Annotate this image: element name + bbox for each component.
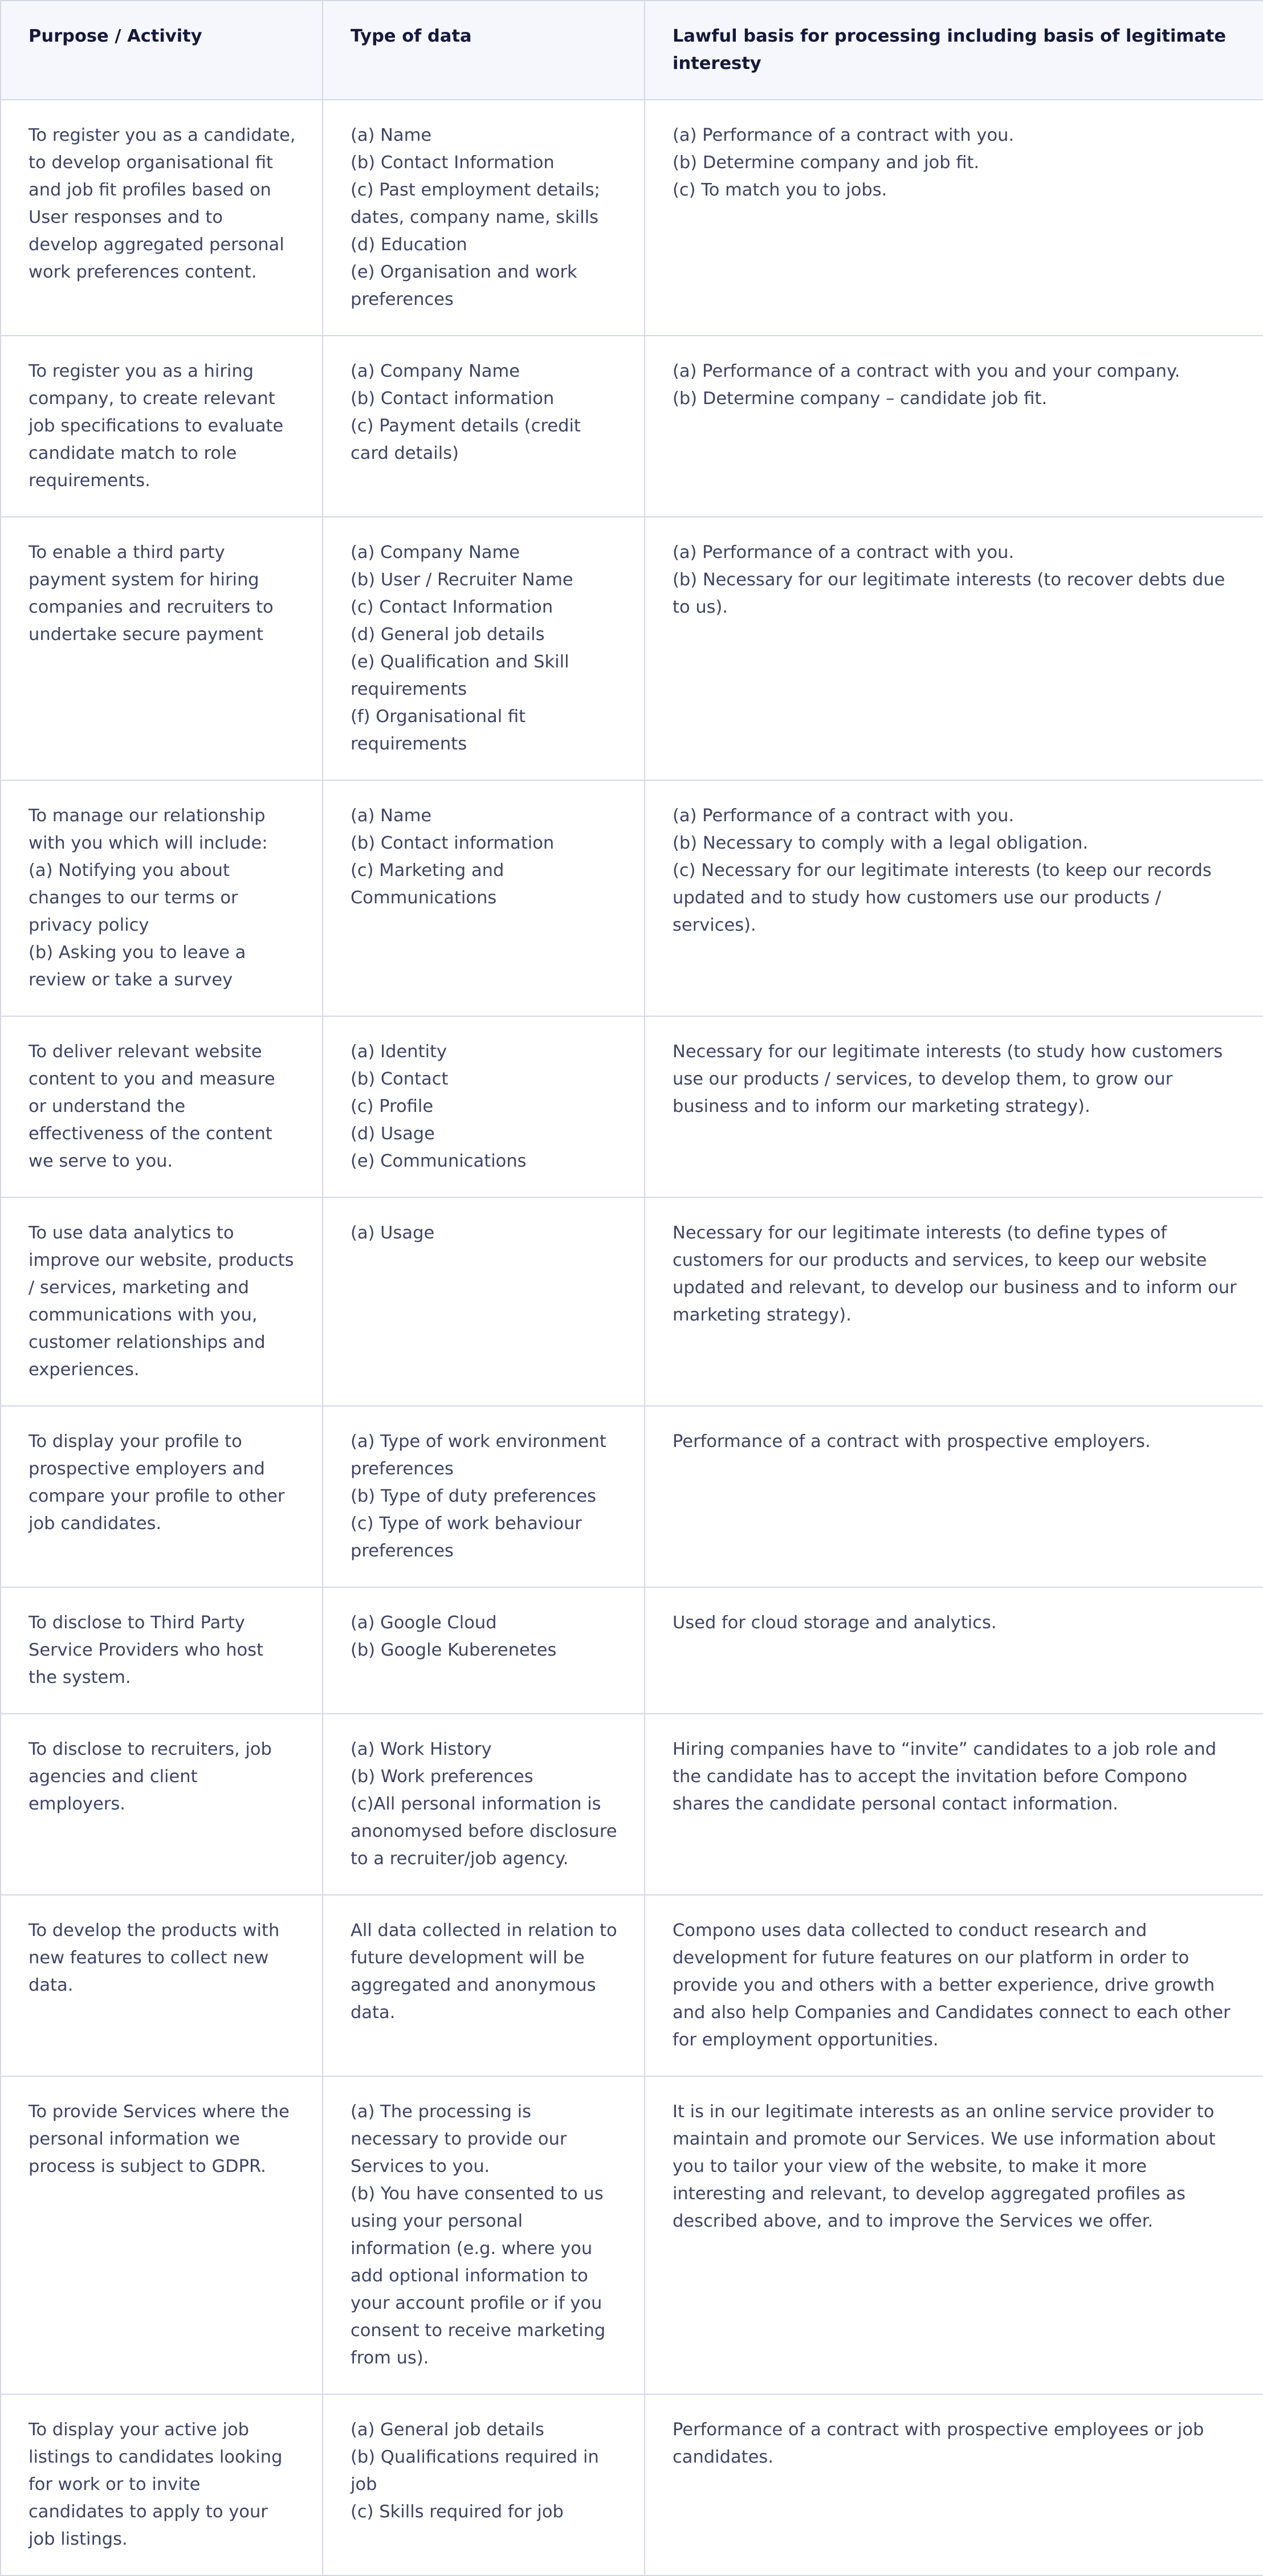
cell-lawful-basis — [645, 1406, 1263, 1587]
cell-purpose — [1, 780, 323, 1016]
cell-line: (c) Past employment details; dates, company name, skills — [351, 180, 600, 227]
cell-line: Necessary for our legitimate interests (to study how customers use our products / services, to develop them, to grow our business and to inform our marketing strategy). — [673, 1042, 1223, 1116]
cell-type-of-data — [323, 2076, 645, 2394]
cell-line: (c) Profile — [351, 1097, 434, 1116]
cell-line: (d) Usage — [351, 1124, 435, 1144]
cell-line: (d) General job details — [351, 625, 545, 645]
header-row — [1, 1, 1263, 100]
table-row — [1, 1197, 1263, 1406]
cell-line: (b) Necessary to comply with a legal obligation. — [673, 833, 1089, 853]
table-row — [1, 336, 1263, 517]
cell-line: (a) Performance of a contract with you and your company. — [673, 361, 1180, 381]
cell-lawful-basis — [645, 2076, 1263, 2394]
cell-line: (b) Necessary for our legitimate interests (to recover debts due to us). — [673, 570, 1225, 617]
cell-line: Necessary for our legitimate interests (to define types of customers for our products and services, to keep our website updated and relevant, to develop our business and to inform our marketing strategy). — [673, 1223, 1237, 1325]
cell-line: (a) Notifying you about changes to our terms or privacy policy — [28, 861, 238, 935]
cell-line: (c) Payment details (credit card details) — [351, 416, 581, 463]
table-row — [1, 1714, 1263, 1895]
cell-line: To disclose to Third Party Service Providers who host the system. — [28, 1613, 264, 1688]
cell-lawful-basis — [645, 1197, 1263, 1406]
cell-line: To deliver relevant website content to you and measure or understand the effectiveness of the content we serve to you. — [28, 1042, 275, 1171]
cell-lawful-basis — [645, 1714, 1263, 1895]
table-row — [1, 1895, 1263, 2076]
cell-purpose — [1, 1895, 323, 2076]
cell-line: (c) Marketing and Communications — [351, 861, 504, 908]
cell-line: To develop the products with new features to collect new data. — [28, 1921, 280, 1995]
cell-lawful-basis — [645, 1895, 1263, 2076]
cell-line: (c) To match you to jobs. — [673, 180, 887, 200]
cell-line: (a) Company Name — [351, 361, 520, 381]
cell-line: (a) Google Cloud — [351, 1613, 497, 1633]
cell-purpose — [1, 2076, 323, 2394]
table-row — [1, 2076, 1263, 2394]
cell-line: (e) Communications — [351, 1151, 527, 1171]
cell-type-of-data — [323, 2394, 645, 2575]
cell-line: (b) Contact Information — [351, 153, 555, 173]
cell-purpose — [1, 100, 323, 336]
cell-line: (a) Identity — [351, 1042, 447, 1062]
cell-line: (e) Organisation and work preferences — [351, 262, 577, 309]
cell-line: (b) You have consented to us using your personal information (e.g. where you add optional information to your account profile or if you consent to receive marketing from us). — [351, 2184, 606, 2368]
cell-line: It is in our legitimate interests as an online service provider to maintain and promote our Services. We use information about you to tailor your view of the website, to make it more interesting and relevant, to develop aggregated profiles as described above, and to improve the Services we offer. — [673, 2102, 1216, 2231]
cell-type-of-data — [323, 1895, 645, 2076]
table-row — [1, 100, 1263, 336]
cell-line: (c) Type of work behaviour preferences — [351, 1514, 582, 1561]
cell-purpose — [1, 517, 323, 780]
cell-type-of-data — [323, 1406, 645, 1587]
cell-line: Performance of a contract with prospective employers. — [673, 1432, 1151, 1452]
table-row — [1, 780, 1263, 1016]
cell-line: (b) Contact — [351, 1069, 449, 1089]
cell-line: To provide Services where the personal information we process is subject to GDPR. — [28, 2102, 290, 2176]
cell-line: (a) Performance of a contract with you. — [673, 543, 1015, 563]
cell-purpose — [1, 1016, 323, 1197]
cell-type-of-data — [323, 517, 645, 780]
cell-line: (d) Education — [351, 235, 467, 255]
cell-lawful-basis — [645, 336, 1263, 517]
cell-lawful-basis — [645, 517, 1263, 780]
cell-line: (f) Organisational fit requirements — [351, 707, 526, 754]
header-type-of-data: Type of data — [323, 1, 645, 100]
cell-purpose — [1, 1406, 323, 1587]
table-row — [1, 2394, 1263, 2575]
cell-type-of-data — [323, 780, 645, 1016]
cell-purpose — [1, 2394, 323, 2575]
cell-type-of-data — [323, 336, 645, 517]
cell-line: (b) Contact information — [351, 389, 555, 409]
cell-line: To register you as a candidate, to develop organisational fit and job fit profiles based on User responses and to develop aggregated personal work preferences content. — [28, 125, 296, 282]
cell-line: Compono uses data collected to conduct research and development for future features on our platform in order to provide you and others with a better experience, drive growth and also help Companies and Candidates connect to each other for employment opportunities. — [673, 1921, 1231, 2050]
table-body — [1, 100, 1263, 2575]
cell-line: Hiring companies have to “invite” candidates to a job role and the candidate has to accept the invitation before Compono shares the candidate personal contact information. — [673, 1739, 1217, 1814]
cell-line: (c) Skills required for job — [351, 2502, 564, 2522]
cell-line: (e) Qualification and Skill requirements — [351, 652, 569, 699]
cell-line: To manage our relationship with you which will include: — [28, 806, 268, 853]
cell-line: All data collected in relation to future development will be aggregated and anonymous data. — [351, 1921, 617, 2023]
cell-line: (a) Work History — [351, 1739, 492, 1759]
table-row — [1, 517, 1263, 780]
cell-purpose — [1, 1197, 323, 1406]
cell-type-of-data — [323, 1714, 645, 1895]
cell-type-of-data — [323, 1197, 645, 1406]
cell-line: To disclose to recruiters, job agencies and client employers. — [28, 1739, 272, 1814]
cell-line: (b) Type of duty preferences — [351, 1486, 596, 1506]
table-row — [1, 1016, 1263, 1197]
cell-line: (b) Determine company and job fit. — [673, 153, 980, 173]
table-row — [1, 1406, 1263, 1587]
table-row — [1, 1587, 1263, 1714]
cell-line: (b) Asking you to leave a review or take a survey — [28, 943, 246, 990]
cell-lawful-basis — [645, 100, 1263, 336]
cell-purpose — [1, 1587, 323, 1714]
header-lawful-basis: Lawful basis for processing including basis of legitimate interesty — [645, 1, 1263, 100]
cell-line: (a) Performance of a contract with you. — [673, 806, 1015, 826]
cell-line: To use data analytics to improve our website, products / services, marketing and communications with you, customer relationships and experiences. — [28, 1223, 294, 1380]
cell-purpose — [1, 1714, 323, 1895]
cell-line: (b) Work preferences — [351, 1767, 533, 1787]
cell-line: (c) Contact Information — [351, 597, 553, 617]
cell-line: (a) Company Name — [351, 543, 520, 563]
cell-line: (a) Type of work environment preferences — [351, 1432, 606, 1479]
cell-line: To enable a third party payment system for hiring companies and recruiters to undertake secure payment — [28, 543, 274, 645]
cell-line: To display your profile to prospective employers and compare your profile to other job candidates. — [28, 1432, 285, 1534]
cell-line: (b) Qualifications required in job — [351, 2447, 599, 2495]
cell-purpose — [1, 336, 323, 517]
cell-lawful-basis — [645, 1016, 1263, 1197]
cell-lawful-basis — [645, 2394, 1263, 2575]
cell-line: (c)All personal information is anonomysed before disclosure to a recruiter/job agency. — [351, 1794, 617, 1869]
header-purpose: Purpose / Activity — [1, 1, 323, 100]
cell-line: (a) Name — [351, 806, 432, 826]
cell-line: (b) Determine company – candidate job fit. — [673, 389, 1048, 409]
cell-type-of-data — [323, 1587, 645, 1714]
cell-line: Performance of a contract with prospective employees or job candidates. — [673, 2420, 1204, 2467]
cell-line: (a) The processing is necessary to provide our Services to you. — [351, 2102, 567, 2176]
cell-type-of-data — [323, 100, 645, 336]
cell-line: (a) Name — [351, 125, 432, 145]
cell-line: (a) General job details — [351, 2420, 544, 2440]
cell-line: (c) Necessary for our legitimate interests (to keep our records updated and to study how customers use our products / services). — [673, 861, 1212, 935]
table-header — [1, 1, 1263, 100]
cell-line: Used for cloud storage and analytics. — [673, 1613, 997, 1633]
cell-line: (a) Usage — [351, 1223, 435, 1243]
cell-line: (b) Contact information — [351, 833, 555, 853]
cell-line: (b) User / Recruiter Name — [351, 570, 573, 590]
cell-line: (b) Google Kuberenetes — [351, 1640, 557, 1660]
cell-line: To register you as a hiring company, to create relevant job specifications to evaluate candidate match to role requirements. — [28, 361, 284, 491]
cell-lawful-basis — [645, 1587, 1263, 1714]
cell-lawful-basis — [645, 780, 1263, 1016]
cell-line: To display your active job listings to candidates looking for work or to invite candidates to apply to your job listings. — [28, 2420, 283, 2549]
cell-type-of-data — [323, 1016, 645, 1197]
cell-line: (a) Performance of a contract with you. — [673, 125, 1015, 145]
